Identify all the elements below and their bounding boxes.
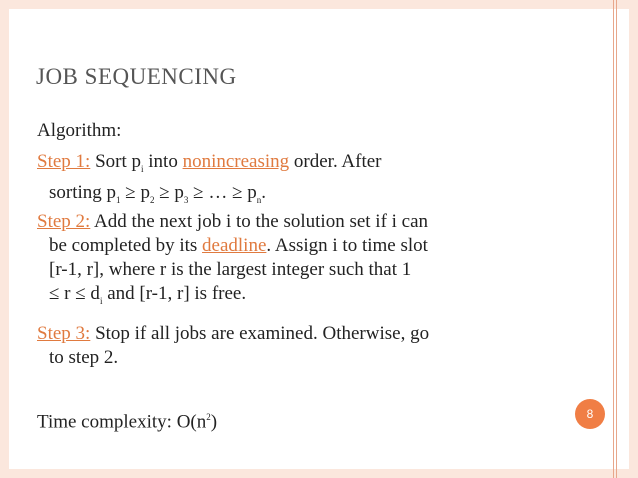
page-number-badge: 8 — [575, 399, 605, 429]
decorative-vertical-line-2 — [616, 0, 617, 478]
algorithm-label: Algorithm: — [37, 120, 122, 141]
time-complexity — [37, 405, 217, 434]
step-2-line4-b: and [r-1, r] is free. — [102, 283, 247, 304]
slide-border-right — [629, 0, 638, 478]
sub-3: 3 — [183, 194, 189, 205]
step-3 — [37, 322, 567, 370]
step-1-line2-a: sorting p — [49, 181, 117, 203]
step-1-label[interactable]: Step 1: — [37, 151, 91, 172]
step-1-line2-e: . — [261, 181, 267, 203]
step-3-label[interactable]: Step 3: — [37, 323, 91, 344]
slide-title: JOB SEQUENCING — [36, 64, 237, 89]
step-2-line2-b: . Assign i to time slot — [266, 235, 428, 256]
step-3-line1: Stop if all jobs are examined. Otherwise, go — [90, 323, 430, 344]
step-1 — [37, 150, 567, 212]
step-1-line2-c: ≥ p — [154, 181, 184, 203]
step-2-line3: [r-1, r], where r is the largest integer such that 1 — [49, 259, 412, 280]
step-2-line4-a: ≤ r ≤ d — [49, 283, 100, 304]
complexity-suffix: ) — [210, 411, 218, 433]
nonincreasing-link[interactable]: nonincreasing — [182, 151, 290, 172]
complexity-prefix: Time complexity: O(n — [37, 411, 207, 433]
step-1-line2-b: ≥ p — [120, 181, 150, 203]
step-1-text-c: order. After — [289, 151, 382, 172]
step-2-label[interactable]: Step 2: — [37, 211, 91, 232]
sub-n: n — [256, 194, 262, 205]
step-1-sub-i: i — [141, 163, 144, 174]
sub-1: 1 — [116, 194, 121, 205]
step-1-text-b: into — [143, 151, 183, 172]
step-1-text-a: Sort p — [90, 151, 141, 172]
step-3-line2: to step 2. — [49, 347, 119, 368]
step-2 — [37, 210, 567, 313]
step-1-line2-d: ≥ … ≥ p — [188, 181, 257, 203]
sub-d-i: i — [99, 295, 103, 306]
slide-border-bottom — [0, 469, 638, 478]
complexity-exponent: 2 — [206, 412, 211, 422]
step-2-line2-a: be completed by its — [49, 235, 203, 256]
step-2-line1: Add the next job i to the solution set if i can — [90, 211, 429, 232]
slide-border-left — [0, 0, 9, 478]
slide-border-top — [0, 0, 638, 9]
decorative-vertical-line — [613, 0, 614, 478]
deadline-link[interactable]: deadline — [202, 235, 267, 256]
sub-2: 2 — [149, 194, 155, 205]
